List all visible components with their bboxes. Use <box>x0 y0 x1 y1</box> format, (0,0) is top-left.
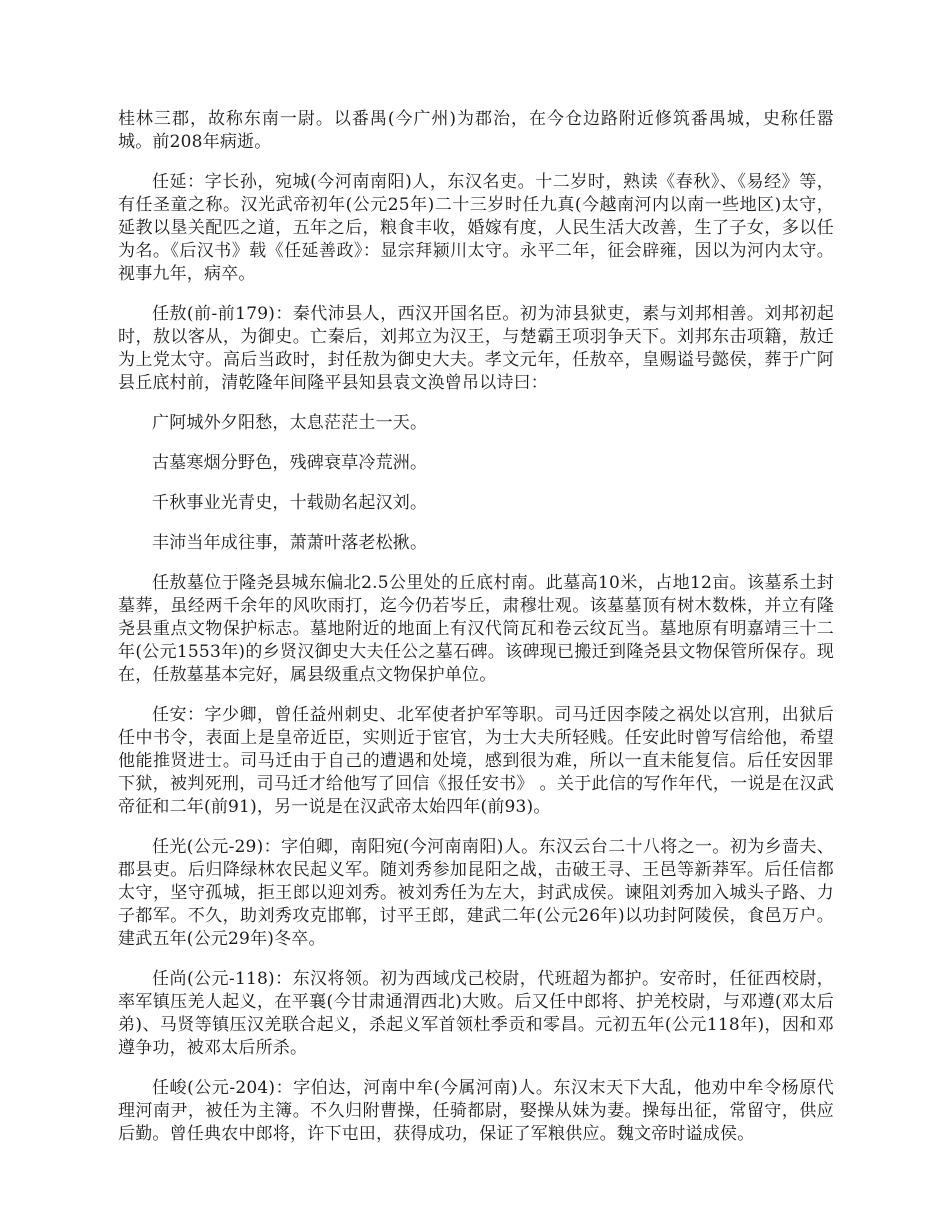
paragraph-ren-ao: 任敖(前-前179)：秦代沛县人，西汉开国名臣。初为沛县狱吏，素与刘邦相善。刘邦初起时，敖以客从，为御史。亡秦后，刘邦立为汉王，与楚霸王项羽争天下。刘邦东击项籍，敖迁为上党太守。高后当政时，封任敖为御史大夫。孝文元年，任敖卒，皇赐谥号懿侯，葬于广阿县丘底村前，清乾隆年间隆平县知县袁文涣曾吊以诗曰： <box>118 304 834 393</box>
paragraph-ren-guang: 任光(公元-29)：字伯卿，南阳宛(今河南南阳)人。东汉云台二十八将之一。初为乡啬夫、郡县吏。后归降绿林农民起义军。随刘秀参加昆阳之战，击破王寻、王邑等新莽军。后任信都太守，坚守孤城，拒王郎以迎刘秀。被刘秀任为左大，封武成侯。谏阻刘秀加入城头子路、力子都军。不久，助刘秀攻克邯郸，讨平王郎，建武二年(公元26年)以功封阿陵侯，食邑万户。建武五年(公元29年)冬卒。 <box>118 837 834 949</box>
paragraph-ren-an: 任安：字少卿，曾任益州刺史、北军使者护军等职。司马迁因李陵之祸处以宫刑，出狱后任中书令，表面上是皇帝近臣，实则近于宦官，为士大夫所轻贱。任安此时曾写信给他，希望他能推贤进士。司马迁由于自己的遭遇和处境，感到很为难，所以一直未能复信。后任安因罪下狱，被判死刑，司马迁才给他写了回信《报任安书》 。关于此信的写作年代，一说是在汉武帝征和二年(前91)，另一说是在汉武帝太始四年(前93)。 <box>118 705 834 817</box>
paragraph-1: 桂林三郡，故称东南一尉。以番禺(今广州)为郡治，在今仓边路附近修筑番禺城，史称任嚣城。前208年病逝。 <box>118 109 834 152</box>
paragraph-ren-jun: 任峻(公元-204)：字伯达，河南中牟(今属河南)人。东汉末天下大乱，他劝中牟令杨原代理河南尹，被任为主簿。不久归附曹操，任骑都尉，娶操从妹为妻。操每出征，常留守，供应后勤。曾任典农中郎将，许下屯田，获得成功，保证了军粮供应。魏文帝时谥成侯。 <box>118 1078 834 1144</box>
paragraph-ren-ao-tomb: 任敖墓位于隆尧县城东偏北2.5公里处的丘底村南。此墓高10米，占地12亩。该墓系土封墓葬，虽经两千余年的风吹雨打，迄今仍若岑丘，肃穆壮观。该墓墓顶有树木数株，并立有隆尧县重点文物保护标志。墓地附近的地面上有汉代筒瓦和卷云纹瓦当。墓地原有明嘉靖三十二年(公元1553年)的乡贤汉御史大夫任公之墓石碑。该碑现已搬迁到隆尧县文物保管所保存。现在，任敖墓基本完好，属县级重点文物保护单位。 <box>118 573 834 685</box>
poem-line-2: 古墓寒烟分野色，残碑衰草冷荒洲。 <box>152 453 428 473</box>
paragraph-ren-shang: 任尚(公元-118)：东汉将领。初为西域戊己校尉，代班超为都护。安帝时，任征西校尉，率军镇压羌人起义，在平襄(今甘肃通渭西北)大败。后又任中郎将、护羌校尉，与邓遵(邓太后弟)、马贤等镇压汉羌联合起义，杀起义军首领杜季贡和零昌。元初五年(公元118年)，因和邓遵争功，被邓太后所杀。 <box>118 969 834 1058</box>
poem-line-3: 千秋事业光青史，十载勋名起汉刘。 <box>152 493 428 513</box>
document-page <box>118 108 834 1163</box>
paragraph-ren-yan: 任延：字长孙，宛城(今河南南阳)人，东汉名吏。十二岁时，熟读《春秋》、《易经》等，有任圣童之称。汉光武帝初年(公元25年)二十三岁时任九真(今越南河内以南一些地区)太守，延教以垦关配匹之道，五年之后，粮食丰收，婚嫁有度，人民生活大改善，生了子女，多以任为名。《后汉书》载《任延善政》：显宗拜颍川太守。永平二年，征会辟雍，因以为河内太守。视事九年，病卒。 <box>118 172 834 284</box>
poem-line-1: 广阿城外夕阳愁，太息茫茫土一天。 <box>152 413 428 433</box>
poem-line-4: 丰沛当年成往事，萧萧叶落老松揪。 <box>152 533 428 553</box>
